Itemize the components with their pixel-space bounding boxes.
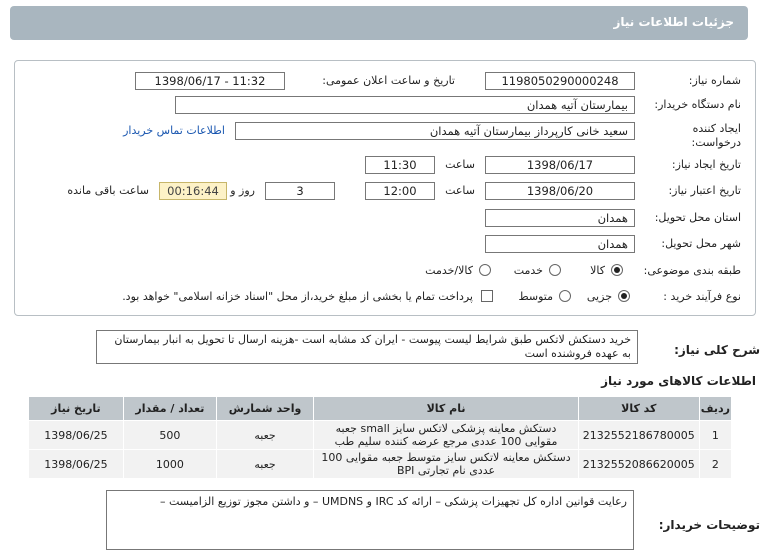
purchase-process-label: نوع فرآیند خرید : (663, 290, 741, 303)
row-number: 2 (699, 450, 731, 479)
create-time-label: ساعت (445, 158, 475, 171)
announce-datetime-field: 1398/06/17 - 11:32 (135, 72, 285, 90)
item-need-date: 1398/06/25 (29, 421, 124, 450)
buyer-contact-link[interactable]: اطلاعات تماس خریدار (123, 124, 225, 137)
create-date-field: 1398/06/17 (485, 156, 635, 174)
process-medium-label: متوسط (518, 290, 553, 303)
delivery-city-label: شهر محل تحویل: (661, 237, 741, 250)
requester-field: سعید خانی کارپرداز بیمارستان آتیه همدان (235, 122, 635, 140)
category-service-label: خدمت (513, 264, 543, 277)
create-date-label: تاریخ ایجاد نیاز: (671, 158, 741, 171)
table-row (29, 450, 732, 479)
delivery-province-label: استان محل تحویل: (654, 211, 741, 224)
page-title: جزئیات اطلاعات نیاز (613, 15, 734, 29)
delivery-province-field: همدان (485, 209, 635, 227)
buyer-org-label: نام دستگاه خریدار: (654, 98, 741, 111)
create-time-field: 11:30 (365, 156, 435, 174)
category-label: طبقه بندی موضوعی: (643, 264, 741, 277)
requester-label: ایجاد کننده درخواست: (691, 122, 741, 149)
category-goods-service-label: کالا/خدمت (425, 264, 473, 277)
days-label: روز و (230, 184, 255, 197)
general-description-label: شرح کلی نیاز: (674, 343, 760, 357)
page-header (10, 6, 748, 40)
delivery-city-field: همدان (485, 235, 635, 253)
col-item-name: نام کالا (314, 397, 579, 421)
col-need-date: تاریخ نیاز (29, 397, 124, 421)
category-goods-radio[interactable] (611, 264, 623, 276)
item-code: 2132552186780005 (578, 421, 699, 450)
col-item-code: کد کالا (578, 397, 699, 421)
process-medium-radio[interactable] (559, 290, 571, 302)
buyer-notes-field: رعایت قوانین اداره کل تجهیزات پزشکی – ارائه کد IRC و UMDNS – و داشتن مجوز توزیع الزامیست – (106, 490, 634, 550)
item-need-date: 1398/06/25 (29, 450, 124, 479)
item-unit: جعبه (216, 421, 313, 450)
need-number-field: 1198050290000248 (485, 72, 635, 90)
item-name: دستکش معاینه لاتکس سایز متوسط جعبه مقوایی 100 عددی نام تجارتی BPI (314, 450, 579, 479)
process-minor-label: جزیی (586, 290, 612, 303)
treasury-payment-note: پرداخت تمام یا بخشی از مبلغ خرید،از محل "اسناد خزانه اسلامی" خواهد بود. (122, 290, 473, 303)
remaining-time-label: ساعت باقی مانده (67, 184, 149, 197)
need-number-label: شماره نیاز: (688, 74, 741, 87)
validity-time-label: ساعت (445, 184, 475, 197)
col-row-number: ردیف (699, 397, 731, 421)
general-description-field: خرید دستکش لاتکس طبق شرایط لیست پیوست - ایران کد مشابه است -هزینه ارسال تا تحویل به انبار بیمارستان به عهده فروشنده است (96, 330, 638, 364)
remaining-time-field: 00:16:44 (159, 182, 227, 200)
item-code: 2132552086620005 (578, 450, 699, 479)
item-quantity: 500 (123, 421, 216, 450)
item-quantity: 1000 (123, 450, 216, 479)
treasury-payment-checkbox[interactable] (481, 290, 493, 302)
category-goods-service-radio[interactable] (479, 264, 491, 276)
remaining-days-field: 3 (265, 182, 335, 200)
category-service-radio[interactable] (549, 264, 561, 276)
announce-datetime-label: تاریخ و ساعت اعلان عمومی: (322, 74, 455, 87)
items-table (28, 396, 732, 479)
row-number: 1 (699, 421, 731, 450)
validity-date-label: تاریخ اعتبار نیاز: (668, 184, 741, 197)
category-goods-label: کالا (590, 264, 605, 277)
items-table-header (29, 397, 732, 421)
item-unit: جعبه (216, 450, 313, 479)
validity-time-field: 12:00 (365, 182, 435, 200)
items-section-title: اطلاعات کالاهای مورد نیاز (601, 374, 756, 388)
buyer-notes-label: توضیحات خریدار: (658, 518, 760, 532)
validity-date-field: 1398/06/20 (485, 182, 635, 200)
process-minor-radio[interactable] (618, 290, 630, 302)
need-details-panel (14, 60, 756, 316)
buyer-org-field: بیمارستان آتیه همدان (175, 96, 635, 114)
table-row (29, 421, 732, 450)
item-name: دستکش معاینه پزشکی لاتکس سایز small جعبه مقوایی 100 عددی مرجع عرضه کننده سلیم طب (314, 421, 579, 450)
col-unit: واحد شمارش (216, 397, 313, 421)
col-quantity: تعداد / مقدار (123, 397, 216, 421)
